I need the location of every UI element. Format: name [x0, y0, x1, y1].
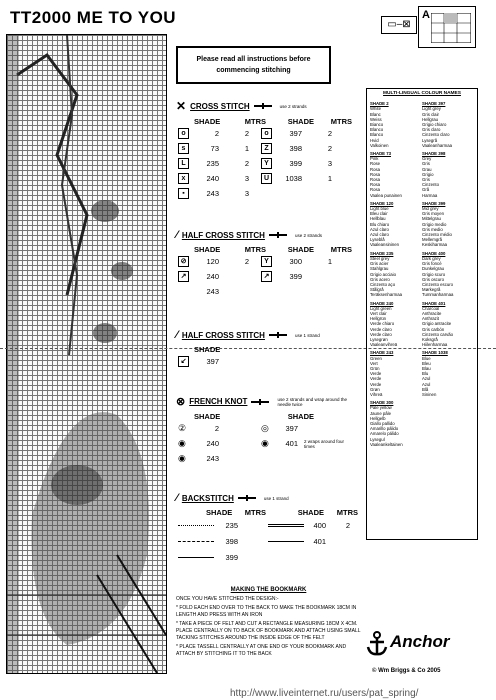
colour-name: Cinzento — [422, 182, 439, 188]
legend-row — [176, 269, 352, 284]
colour-name: Mid grey — [422, 206, 439, 212]
column-header: SHADE — [287, 245, 314, 254]
heart-motif — [111, 262, 133, 280]
legend-row — [176, 141, 352, 156]
half-cross-label: HALF CROSS STITCH — [181, 230, 265, 240]
colour-name-row — [367, 193, 477, 198]
colour-name: Grå — [422, 187, 430, 193]
shade-value: 240 — [206, 439, 219, 448]
needle-icon — [254, 103, 272, 109]
grid-symbol-icon: ▭–⊠ — [381, 16, 417, 34]
shade-heading: SHADE 235 — [370, 250, 394, 256]
colour-name: Vaaleankeltainen — [370, 441, 403, 447]
column-header: SHADE — [194, 412, 221, 421]
column-header: SHADE — [194, 245, 221, 254]
colour-name: Pink — [370, 156, 379, 162]
anchor-logo-icon — [366, 631, 388, 657]
colour-name: Rosa — [370, 166, 381, 172]
cross-stitch-icon: ✕ — [176, 99, 187, 113]
colour-name: Anthrazit — [422, 316, 439, 322]
colour-name: Vaaleansininen — [370, 242, 400, 248]
colour-name: Giallo pallido — [370, 420, 395, 426]
making-heading: MAKING THE BOOKMARK — [230, 587, 307, 593]
column-header: MTRS — [244, 508, 266, 517]
legend-row — [176, 284, 352, 299]
shade-heading: SHADE 73 — [370, 151, 392, 157]
colour-name: Cinzento carvão — [422, 331, 454, 337]
french-knot-icon: ⊗ — [176, 396, 186, 408]
colour-name-row — [367, 143, 477, 148]
colour-name: Hellgelb — [370, 415, 386, 421]
needle-icon — [238, 495, 256, 501]
stitch-symbol: ▪ — [178, 188, 189, 199]
colour-name: Lysegrå — [422, 137, 438, 143]
knot-symbol: ◎ — [261, 423, 269, 433]
colour-name: Jaune pâle — [370, 410, 392, 416]
legend-row — [176, 186, 352, 201]
line-sample — [268, 524, 304, 527]
shade-heading: SHADE 120 — [370, 200, 394, 206]
line-sample — [268, 541, 304, 542]
shade-value: 398 — [289, 144, 302, 153]
colour-name: Verde — [370, 381, 382, 387]
colour-name: Light green — [370, 305, 392, 311]
shade-value: 397 — [206, 357, 219, 366]
colour-name: Hvid — [370, 137, 379, 143]
column-header: SHADE — [206, 508, 233, 517]
colour-name: Vaaleanharmaa — [422, 142, 453, 148]
notice-line-1: Please read all instructions before — [196, 56, 311, 63]
colour-names-table — [366, 88, 478, 540]
copyright: © Wm Briggs & Co 2005 — [372, 668, 441, 674]
stitch-symbol: Z — [261, 143, 272, 154]
knot-symbol: ◉ — [261, 438, 269, 448]
legend-row — [176, 254, 352, 269]
colour-name: Verde — [370, 376, 382, 382]
knot-symbol: ◉ — [178, 453, 186, 463]
colour-name: Grau — [422, 166, 432, 172]
colour-name: Lysegul — [370, 436, 385, 442]
needle-icon — [269, 332, 287, 338]
colour-name: Gris claro — [422, 127, 441, 133]
shade-value: 397 — [289, 129, 302, 138]
shade-value: 398 — [225, 536, 238, 546]
making-step: * FOLD EACH END OVER TO THE BACK TO MAKE THE BOOKMARK 18CM IN LENGTH AND PRESS WITH AN IRON — [176, 605, 357, 618]
colour-name: Verde chiaro — [370, 321, 395, 327]
colour-name: Blu — [422, 371, 429, 377]
column-header: MTRS — [336, 508, 358, 517]
colour-name: Grigio — [422, 171, 434, 177]
page-title: TT2000 ME TO YOU — [10, 8, 177, 27]
colour-name: Lysegrøn — [370, 336, 388, 342]
shade-value: 300 — [289, 257, 302, 266]
shade-heading: SHADE 401 — [422, 300, 446, 306]
colour-name: Charcoal — [422, 305, 440, 311]
needle-icon — [269, 232, 287, 238]
column-header: MTRS — [330, 117, 352, 126]
backstitch-note: use 1 strand — [263, 495, 289, 501]
colour-name: Blå — [422, 386, 429, 392]
source-url: http://www.liveinternet.ru/users/pat_spring/ — [230, 688, 419, 699]
colour-name: Azul — [422, 381, 431, 387]
colour-name: Light blue — [370, 206, 389, 212]
colour-name: Koksgrå — [422, 336, 438, 342]
colour-name: Bleu — [422, 360, 431, 366]
colour-name: Bianco — [370, 122, 384, 128]
colour-name: Blanco — [370, 132, 384, 138]
cross-stitch-note: use 2 strands — [279, 103, 307, 109]
shade-value: 1038 — [285, 174, 302, 183]
half-cross-icon: ⁄ — [176, 329, 178, 341]
stitch-symbol: ⊘ — [178, 256, 189, 267]
colour-name: Stahlgrau — [370, 266, 389, 272]
stitch-symbol: o — [261, 128, 272, 139]
colour-name: Vaaleanvihreä — [370, 342, 398, 348]
half-cross-label: HALF CROSS STITCH — [181, 330, 265, 340]
colour-name-row — [367, 442, 477, 447]
edition-letter: A — [422, 9, 430, 21]
colour-name: Grigio chiaro — [422, 122, 447, 128]
shade-value: 401 — [285, 439, 298, 448]
colour-name: Azul claro — [370, 226, 389, 232]
colour-name: Grigio acciaio — [370, 271, 397, 277]
colour-name: Hellblau — [370, 216, 386, 222]
shade-value: 240 — [206, 174, 219, 183]
shade-heading: SHADE 243 — [370, 350, 394, 356]
colour-name: Harmaa — [422, 192, 438, 198]
bear-motif — [31, 412, 149, 645]
colour-name: Verde claro — [370, 331, 392, 337]
shade-value: 399 — [289, 159, 302, 168]
shade-value: 399 — [289, 272, 302, 281]
shade-value: 243 — [206, 189, 219, 198]
colour-name: Grigio antracite — [422, 321, 452, 327]
colour-name: Pale yellow — [370, 405, 392, 411]
colour-name: Blu chiaro — [370, 221, 390, 227]
shade-heading: SHADE 397 — [422, 101, 446, 107]
colour-name: Gris oscuro — [422, 276, 444, 282]
colour-name: Hellgrau — [422, 116, 439, 122]
colour-name: Gris foncé — [422, 261, 442, 267]
shade-heading: SHADE 398 — [422, 151, 446, 157]
shade-heading: SHADE 399 — [422, 200, 446, 206]
mtrs-value: 1 — [327, 257, 332, 266]
mtrs-value: 2 — [327, 144, 332, 153]
colour-name-row — [367, 292, 477, 297]
mtrs-value: 3 — [244, 189, 249, 198]
colour-name: Vaalea punainen — [370, 192, 402, 198]
half-cross-stitch-section-2 — [176, 329, 320, 369]
colour-name: Gris moyen — [422, 211, 444, 217]
making-instructions — [176, 587, 361, 660]
colour-name: Grigio medio — [422, 221, 447, 227]
colour-name: Keskiharmaa — [422, 242, 448, 248]
stitch-symbol: ↗ — [261, 271, 272, 282]
column-header: MTRS — [244, 245, 266, 254]
colour-name: Vert — [370, 360, 378, 366]
brand-name: Anchor — [390, 632, 450, 651]
mtrs-value: 2 — [345, 520, 350, 530]
stitch-symbol: Y — [261, 158, 272, 169]
line-sample — [178, 557, 214, 558]
legend-row — [176, 451, 348, 466]
colour-name: Gris medio — [422, 226, 443, 232]
shade-value: 397 — [285, 424, 298, 433]
colour-name: Rosa — [370, 177, 381, 183]
column-header: MTRS — [244, 117, 266, 126]
colour-name: Hiilenharmaa — [422, 342, 448, 348]
making-step: * TAKE A PIECE OF FELT AND CUT A RECTANGLE MEASURING 18CM X 4CM. PLACE CENTRALLY ON TO BACK OF BOOKMARK AND ATTACH USING SMALL TACKING STITCHES AROUND THE INSIDE EDGE OF THE FELT — [176, 621, 361, 641]
column-header: SHADE — [297, 508, 324, 517]
shade-value: 243 — [206, 454, 219, 463]
half-cross-note: use 1 strand — [294, 332, 320, 338]
mtrs-value: 1 — [327, 174, 332, 183]
colour-name: Cinzento claro — [422, 132, 450, 138]
shade-heading: SHADE 2 — [370, 101, 389, 107]
notice-box — [176, 46, 331, 84]
colour-name: Rosa — [370, 182, 381, 188]
colour-name: Mittelgrau — [422, 216, 441, 222]
colour-name: Gris — [422, 161, 430, 167]
shade-value: 2 — [214, 424, 219, 433]
colour-name: Dark grey — [422, 255, 441, 261]
backstitch-icon: ⁄ — [176, 492, 178, 504]
line-sample — [178, 525, 214, 526]
colour-name: Verde claro — [370, 326, 392, 332]
colour-name: Dunkelgrau — [422, 266, 444, 272]
colour-name: Valkoinen — [370, 142, 389, 148]
legend-row — [176, 171, 352, 186]
legend-row — [176, 533, 358, 549]
colour-name: White — [370, 106, 381, 112]
tree-branch — [17, 55, 87, 295]
legend-row — [176, 354, 320, 369]
shade-heading: SHADE 300 — [370, 400, 394, 406]
colour-names-header: MULTI-LINGUAL COLOUR NAMES — [383, 91, 461, 96]
colour-name: Mørkegrå — [422, 287, 441, 293]
colour-name: Gris acero — [370, 276, 390, 282]
shade-value: 399 — [225, 552, 238, 562]
making-step: * PLACE TASSELL CENTRALLY AT ONE END OF YOUR BOOKMARK AND ATTACH BY STITCHING IT TO THE BACK — [176, 644, 347, 657]
stitch-symbol: x — [178, 173, 189, 184]
stitch-symbol: s — [178, 143, 189, 154]
shade-heading: SHADE 400 — [422, 250, 446, 256]
shade-value: 401 — [313, 536, 326, 546]
mtrs-value: 2 — [244, 257, 249, 266]
shade-heading: SHADE 240 — [370, 300, 394, 306]
mtrs-value: 3 — [244, 174, 249, 183]
shade-value: 235 — [225, 520, 238, 530]
colour-name: Green — [370, 355, 382, 361]
legend-row — [176, 517, 358, 533]
colour-name: Mellemgrå — [422, 237, 443, 243]
mtrs-value: 2 — [327, 129, 332, 138]
colour-name: Azul claro — [370, 232, 389, 238]
colour-name: Blau — [422, 365, 431, 371]
making-step: ONCE YOU HAVE STITCHED THE DESIGN:- — [176, 596, 279, 602]
colour-name: Vihreä — [370, 391, 383, 397]
legend-row — [176, 126, 352, 141]
colour-name: Vert clair — [370, 310, 387, 316]
shade-value: 243 — [206, 287, 219, 296]
colour-name: Light grey — [422, 106, 441, 112]
column-header: SHADE — [287, 117, 314, 126]
colour-name — [422, 442, 474, 447]
colour-name-row — [367, 392, 477, 397]
french-knot-section — [176, 395, 348, 466]
legend-row — [176, 156, 352, 171]
colour-name: Rosa — [370, 187, 381, 193]
mini-chart-icon — [431, 13, 471, 43]
shade-value: 73 — [210, 144, 219, 153]
heart-motif — [91, 200, 119, 222]
legend-row — [176, 436, 348, 451]
colour-name: Grøn — [370, 386, 380, 392]
half-cross-stitch-section — [176, 229, 352, 299]
colour-name: Steel grey — [370, 255, 390, 261]
colour-name: Weiss — [370, 116, 382, 122]
shade-value: 235 — [206, 159, 219, 168]
stitch-symbol: L — [178, 158, 189, 169]
heart-motif — [93, 323, 117, 343]
cross-stitch-section — [176, 99, 352, 201]
colour-name: Bleu clair — [370, 211, 388, 217]
colour-name: Teräksenharmaa — [370, 292, 403, 298]
colour-name: Tummanharmaa — [422, 292, 454, 298]
mtrs-value: 3 — [327, 159, 332, 168]
half-cross-note: use 2 strands — [294, 232, 322, 238]
stitch-symbol: Y — [261, 256, 272, 267]
colour-name: Sininen — [422, 391, 437, 397]
column-header: MTRS — [330, 245, 352, 254]
colour-name: Anthracite — [422, 310, 442, 316]
colour-name-row — [367, 242, 477, 247]
half-cross-icon: ⁄ — [176, 229, 178, 241]
colour-name: Blanco — [370, 127, 384, 133]
colour-name: Hellgrün — [370, 316, 387, 322]
colour-name: Grigio scuro — [422, 271, 446, 277]
colour-name: Cinzento escuro — [422, 281, 454, 287]
shade-value: 400 — [313, 520, 326, 530]
colour-name: Gris acier — [370, 261, 389, 267]
stitch-symbol: U — [261, 173, 272, 184]
knot-symbol: ② — [178, 423, 187, 433]
edition-box — [418, 6, 476, 48]
cross-stitch-label: CROSS STITCH — [190, 101, 250, 111]
colour-name: Amarelo pálido — [370, 431, 399, 437]
mtrs-value: 2 — [244, 159, 249, 168]
knot-symbol: ◉ — [178, 438, 186, 448]
backstitch-label: BACKSTITCH — [181, 493, 234, 503]
mtrs-value: 1 — [244, 144, 249, 153]
notice-line-2: commencing stitching — [216, 67, 291, 74]
french-knot-label: FRENCH KNOT — [189, 397, 248, 406]
colour-name: Gris carbón — [422, 326, 445, 332]
stitch-symbol: ↙ — [178, 356, 189, 367]
colour-name: Stålgrå — [370, 287, 384, 293]
chart-pattern — [7, 35, 166, 673]
colour-name-row — [367, 342, 477, 347]
colour-name: Gris clair — [422, 111, 439, 117]
column-header: SHADE — [194, 345, 221, 354]
shade-value: 240 — [206, 272, 219, 281]
colour-name: Rosa — [370, 171, 381, 177]
column-header: SHADE — [194, 117, 221, 126]
colour-name: Rose — [370, 161, 381, 167]
colour-name: Grey — [422, 156, 432, 162]
line-sample — [178, 541, 214, 542]
colour-name: Azul — [422, 376, 431, 382]
stitch-symbol: ↗ — [178, 271, 189, 282]
colour-name: Cinzento aço — [370, 281, 396, 287]
colour-name: Verde — [370, 371, 382, 377]
shade-heading: SHADE 1038 — [422, 350, 448, 356]
colour-name: Amarillo pálido — [370, 426, 399, 432]
backstitch-section — [176, 492, 358, 565]
stitch-symbol: o — [178, 128, 189, 139]
colour-name: Blue — [422, 355, 431, 361]
knot-extra: 2 wraps around four times — [304, 438, 345, 449]
colour-name: Cinzento médio — [422, 232, 452, 238]
colour-name: Blanc — [370, 111, 381, 117]
legend-row — [176, 421, 348, 436]
legend-row — [176, 549, 358, 565]
colour-name: Gris — [422, 177, 430, 183]
colour-name: Lyseblå — [370, 237, 385, 243]
mtrs-value: 2 — [244, 129, 249, 138]
french-knot-note: use 2 strands and wrap around the needle twice — [277, 396, 347, 407]
colour-name: Grün — [370, 365, 380, 371]
column-header: SHADE — [287, 412, 314, 421]
needle-icon — [251, 399, 269, 405]
shade-value: 2 — [214, 129, 219, 138]
shade-value: 120 — [206, 257, 219, 266]
stitch-chart — [6, 34, 167, 674]
